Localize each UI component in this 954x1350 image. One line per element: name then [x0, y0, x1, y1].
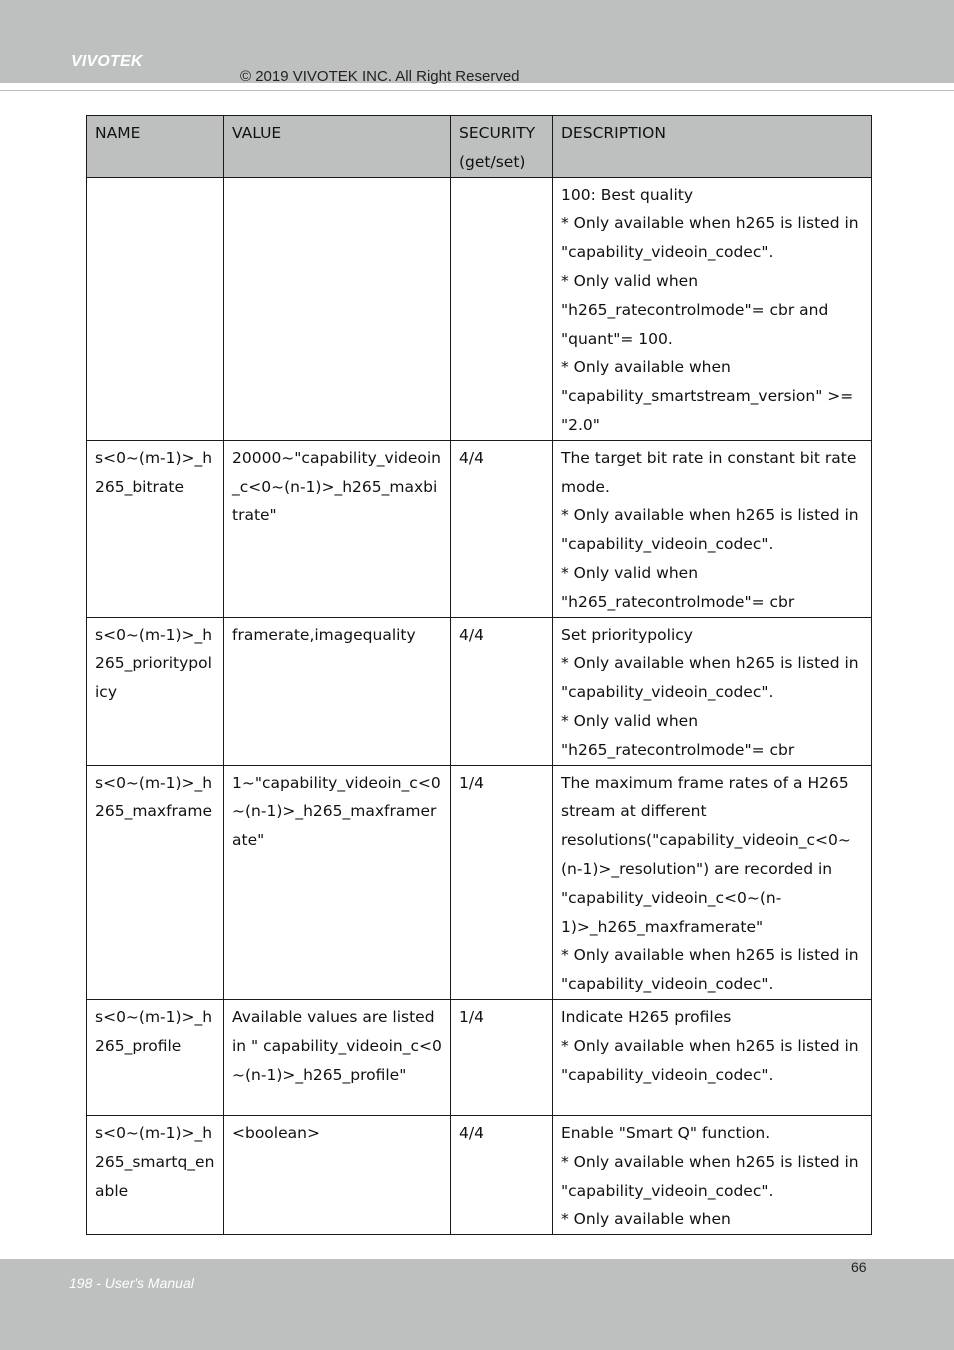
parameter-table: [86, 115, 872, 1235]
param-value-cell: framerate,imagequality: [224, 617, 451, 765]
manual-page-label: 198 - User's Manual: [69, 1275, 194, 1291]
description-line: * Only valid when "h265_ratecontrolmode"= cbr: [561, 711, 795, 759]
param-security-cell: 1/4: [451, 999, 553, 1115]
description-line: Indicate H265 profiles: [561, 1007, 732, 1026]
footer-band: [0, 1259, 954, 1350]
description-line: 100: Best quality: [561, 185, 694, 204]
description-line: * Only available when h265 is listed in "capability_videoin_codec".: [561, 1152, 859, 1200]
description-line: * Only available when: [561, 1210, 731, 1229]
param-security-cell: 4/4: [451, 617, 553, 765]
column-header-value: VALUE: [224, 116, 451, 178]
param-name-cell: [87, 177, 224, 440]
table-row: [87, 765, 872, 999]
table-row: [87, 617, 872, 765]
param-value-cell: Available values are listed in " capability_videoin_c<0~(n-1)>_h265_profile": [224, 999, 451, 1115]
param-name-cell: s<0~(m-1)>_h265_bitrate: [87, 440, 224, 617]
param-security-cell: 1/4: [451, 765, 553, 999]
param-description-cell: [553, 765, 872, 999]
column-header-description: DESCRIPTION: [553, 116, 872, 178]
param-description-cell: [553, 999, 872, 1115]
page-number: 66: [851, 1259, 867, 1275]
param-value-cell: <boolean>: [224, 1115, 451, 1234]
param-security-cell: [451, 177, 553, 440]
description-line: * Only valid when "h265_ratecontrolmode"= cbr: [561, 563, 795, 611]
description-line: Enable "Smart Q" function.: [561, 1123, 771, 1142]
description-line: * Only available when h265 is listed in "capability_videoin_codec".: [561, 506, 859, 554]
table-row: [87, 177, 872, 440]
description-line: * Only available when "capability_smartstream_version" >= "2.0": [561, 358, 854, 434]
header-divider: [0, 90, 954, 91]
param-name-cell: s<0~(m-1)>_h265_smartq_enable: [87, 1115, 224, 1234]
table-header-row: [87, 116, 872, 178]
param-security-cell: 4/4: [451, 440, 553, 617]
description-line: * Only available when h265 is listed in "capability_videoin_codec".: [561, 946, 859, 994]
param-name-cell: s<0~(m-1)>_h265_prioritypolicy: [87, 617, 224, 765]
table-row: [87, 1115, 872, 1234]
table-row: [87, 440, 872, 617]
param-name-cell: s<0~(m-1)>_h265_maxframe: [87, 765, 224, 999]
description-line: The maximum frame rates of a H265 stream at different resolutions("capability_videoin_c<0~(n-1)>_resolution") are recorded in "capability_videoin_c<0~(n-1)>_h265_maxframerate": [561, 773, 851, 936]
description-line: * Only available when h265 is listed in "capability_videoin_codec".: [561, 214, 859, 262]
param-description-cell: [553, 440, 872, 617]
column-header-security: SECURITY(get/set): [451, 116, 553, 178]
param-security-cell: 4/4: [451, 1115, 553, 1234]
param-value-cell: 20000~"capability_videoin_c<0~(n-1)>_h265_maxbitrate": [224, 440, 451, 617]
description-line: * Only available when h265 is listed in "capability_videoin_codec".: [561, 1036, 859, 1084]
description-line: * Only available when h265 is listed in "capability_videoin_codec".: [561, 654, 859, 702]
param-name-cell: s<0~(m-1)>_h265_profile: [87, 999, 224, 1115]
column-header-name: NAME: [87, 116, 224, 178]
description-line: * Only valid when "h265_ratecontrolmode"= cbr and "quant"= 100.: [561, 271, 829, 348]
param-description-cell: [553, 617, 872, 765]
param-description-cell: [553, 177, 872, 440]
copyright-notice: © 2019 VIVOTEK INC. All Right Reserved: [240, 68, 520, 85]
description-line: Set prioritypolicy: [561, 625, 693, 644]
table-row: [87, 999, 872, 1115]
param-description-cell: [553, 1115, 872, 1234]
brand-logo: VIVOTEK: [71, 53, 143, 70]
param-value-cell: [224, 177, 451, 440]
description-line: The target bit rate in constant bit rate mode.: [561, 448, 857, 496]
param-value-cell: 1~"capability_videoin_c<0~(n-1)>_h265_maxframerate": [224, 765, 451, 999]
